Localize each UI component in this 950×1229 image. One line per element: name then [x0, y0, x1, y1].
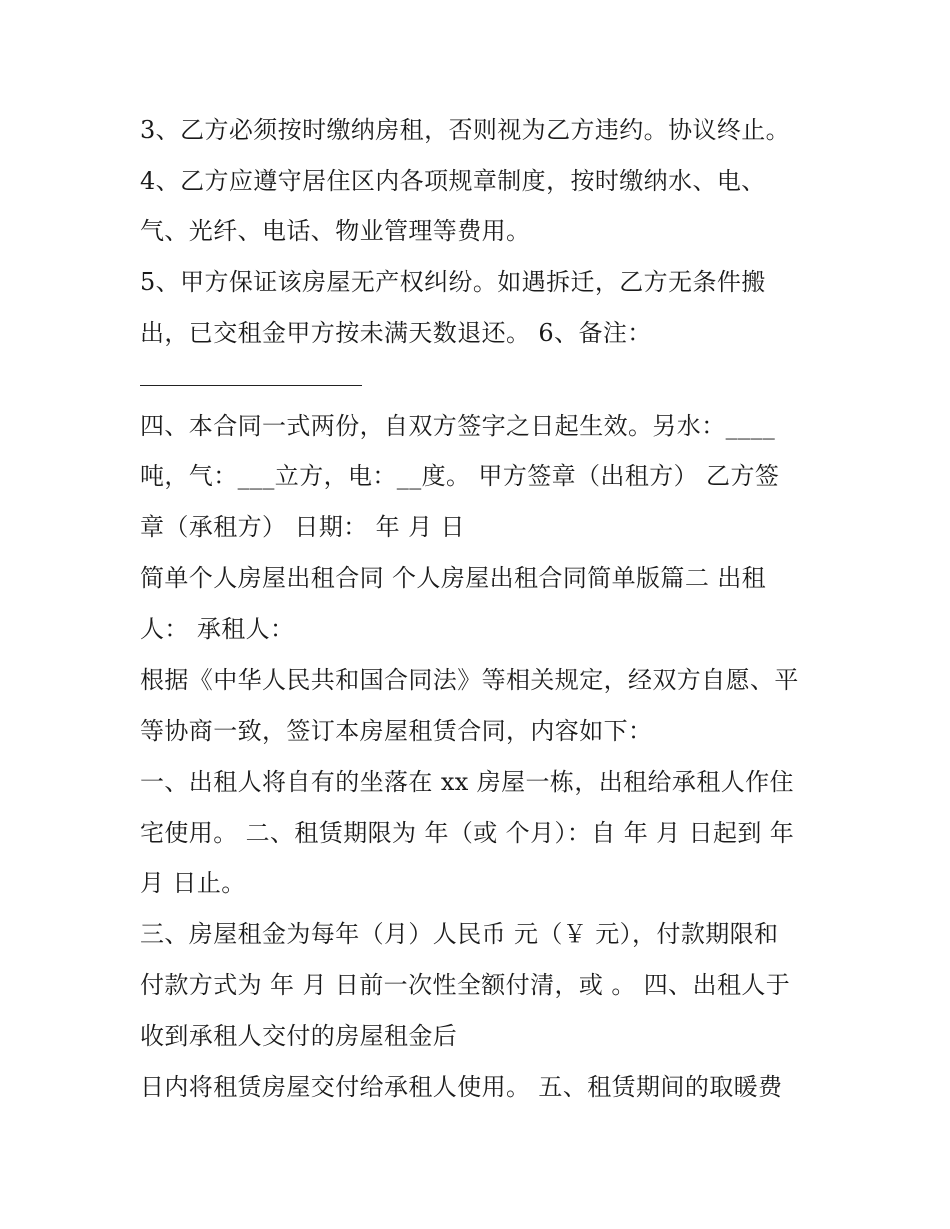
- text-line: 宅使用。 二、租赁期限为 年（或 个月）：自 年 月 日起到 年: [140, 819, 795, 847]
- text-line: 出，已交租金甲方按未满天数退还。 6、备注：: [140, 319, 652, 347]
- text-line: 4、乙方应遵守居住区内各项规章制度，按时缴纳水、电、: [140, 167, 766, 195]
- text-line: 气、光纤、电话、物业管理等费用。: [140, 217, 531, 245]
- text-line: 简单个人房屋出租合同 个人房屋出租合同简单版篇二 出租: [140, 564, 767, 592]
- text-line: 吨，气：___立方，电：__度。 甲方签章（出租方） 乙方签: [140, 462, 780, 490]
- text-line: 四、本合同一式两份，自双方签字之日起生效。另水：____: [140, 412, 776, 440]
- text-line: 付款方式为 年 月 日前一次性全额付清，或 。 四、出租人于: [140, 971, 791, 999]
- text-line: 等协商一致，签订本房屋租赁合同，内容如下：: [140, 717, 653, 745]
- text-line: 月 日止。: [140, 869, 246, 897]
- text-line: 一、出租人将自有的坐落在 xx 房屋一栋，出租给承租人作住: [140, 768, 794, 796]
- text-line: 人： 承租人：: [140, 615, 295, 643]
- text-line: 三、房屋租金为每年（月）人民币 元（￥ 元），付款期限和: [140, 920, 779, 948]
- text-line: 3、乙方必须按时缴纳房租，否则视为乙方违约。协议终止。: [140, 116, 791, 144]
- text-line: 根据《中华人民共和国合同法》等相关规定，经双方自愿、平: [140, 666, 799, 694]
- text-line: 收到承租人交付的房屋租金后: [140, 1022, 458, 1050]
- text-line: 日内将租赁房屋交付给承租人使用。 五、租赁期间的取暖费: [140, 1073, 783, 1101]
- text-line: 5、甲方保证该房屋无产权纠纷。如遇拆迁，乙方无条件搬: [140, 268, 766, 296]
- text-line: 章（承租方） 日期： 年 月 日: [140, 513, 465, 541]
- blank-underline: [140, 385, 362, 386]
